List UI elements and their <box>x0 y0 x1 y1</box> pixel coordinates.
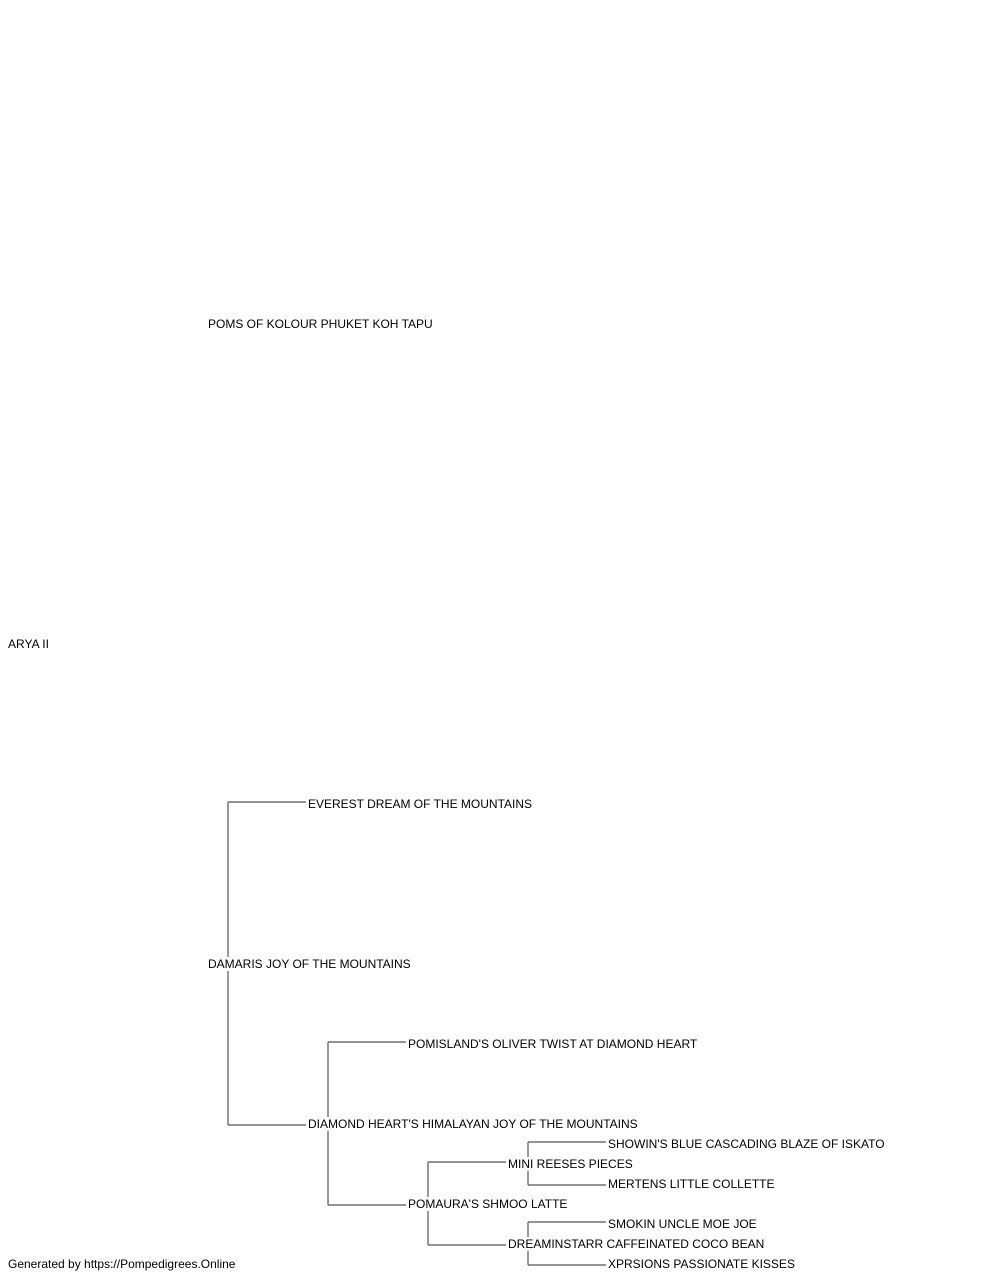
dam-dam-dam-name: POMAURA'S SHMOO LATTE <box>408 1197 568 1211</box>
sire-name: POMS OF KOLOUR PHUKET KOH TAPU <box>208 317 433 331</box>
dam-name: DAMARIS JOY OF THE MOUNTAINS <box>208 957 411 971</box>
dam-sire-name: EVEREST DREAM OF THE MOUNTAINS <box>308 797 533 811</box>
dam-dam-dam-sire-name: MINI REESES PIECES <box>508 1157 633 1171</box>
dam-dam-dam-dam-dam-name: XPRSIONS PASSIONATE KISSES <box>608 1257 795 1271</box>
generated-by-footer: Generated by https://Pompedigrees.Online <box>8 1257 236 1271</box>
dam-dam-dam-dam-name: DREAMINSTARR CAFFEINATED COCO BEAN <box>508 1237 765 1251</box>
dam-dam-sire-name: POMISLAND'S OLIVER TWIST AT DIAMOND HEART <box>408 1037 698 1051</box>
dam-dam-dam-sire-dam-name: MERTENS LITTLE COLLETTE <box>608 1177 775 1191</box>
dam-dam-name: DIAMOND HEART'S HIMALAYAN JOY OF THE MOUNTAINS <box>308 1117 638 1131</box>
subject-name: ARYA II <box>8 637 49 651</box>
dam-dam-dam-dam-sire-name: SMOKIN UNCLE MOE JOE <box>608 1217 757 1231</box>
dam-dam-dam-sire-sire-name: SHOWIN'S BLUE CASCADING BLAZE OF ISKATO <box>608 1137 885 1151</box>
